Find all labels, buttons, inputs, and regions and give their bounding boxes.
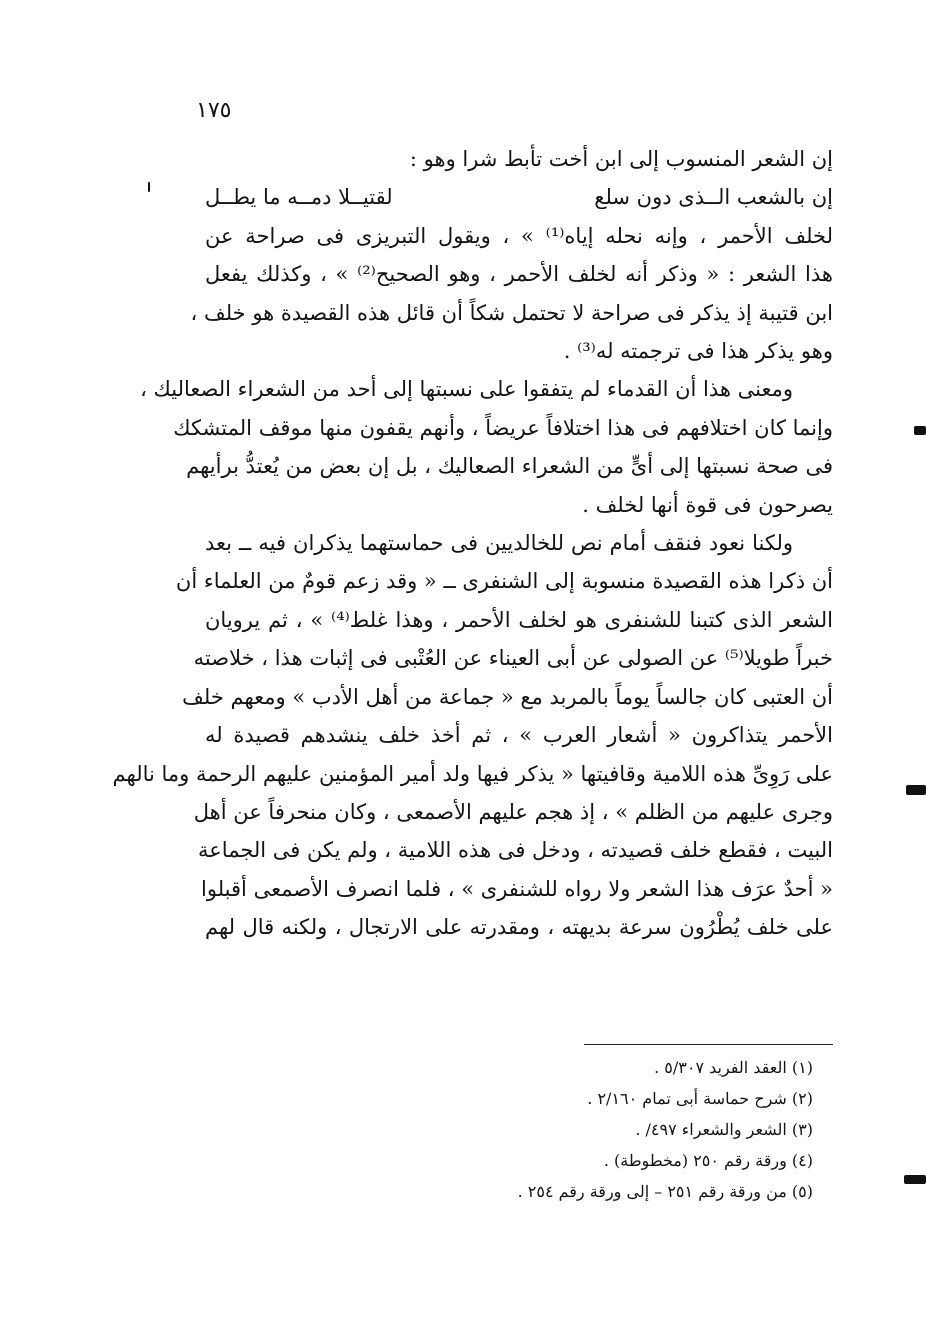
- text-line: أن العتبى كان جالساً يوماً بالمربد مع « جماعة من أهل الأدب » ومعهم خلف: [182, 684, 833, 709]
- text-line: يصرحون فى قوة أنها لخلف .: [582, 492, 833, 517]
- scan-edge-mark: [904, 1175, 926, 1184]
- text-line: على خلف يُطْرُون سرعة بديهته ، ومقدرته على الارتجال ، ولكنه قال لهم: [205, 915, 833, 940]
- footnote: (٣) الشعر والشعراء ٤٩٧/ .: [635, 1120, 813, 1139]
- text-line: ولكنا نعود فنقف أمام نص للخالديين فى حماستهما يذكران فيه ــ بعد: [205, 531, 793, 556]
- scan-edge-mark: [906, 785, 926, 795]
- text-line: الشعر الذى كتبنا للشنفرى هو لخلف الأحمر ، وهذا غلط⁽⁴⁾ » ، ثم يرويان: [205, 607, 833, 632]
- page-number: ١٧٥: [196, 98, 232, 123]
- text-line: خبراً طويلا⁽⁵⁾ عن الصولى عن أبى العيناء عن العُتْبى فى إثبات هذا ، خلاصته: [193, 646, 833, 671]
- footnote: (٥) من ورقة رقم ٢٥١ – إلى ورقة رقم ٢٥٤ .: [517, 1182, 813, 1201]
- text-line: إن الشعر المنسوب إلى ابن أخت تأبط شرا وهو :: [409, 147, 833, 171]
- text-line: ابن قتيبة إذ يذكر فى صراحة لا تحتمل شكاً أن قائل هذه القصيدة هو خلف ،: [190, 300, 833, 325]
- scan-edge-mark: [914, 426, 926, 435]
- body-text: [112, 140, 834, 947]
- text-line: أن ذكرا هذه القصيدة منسوبة إلى الشنفرى ــ « وقد زعم قومٌ من العلماء أن: [175, 569, 833, 594]
- footnotes: [380, 1052, 813, 1207]
- text-line: الأحمر يتذاكرون « أشعار العرب » ، ثم أخذ خلف ينشدهم قصيدة له: [205, 723, 833, 748]
- footnote: (٤) ورقة رقم ٢٥٠ (مخطوطة) .: [603, 1151, 813, 1170]
- text-line: ومعنى هذا أن القدماء لم يتفقوا على نسبتها إلى أحد من الشعراء الصعاليك ،: [140, 377, 793, 402]
- text-line: وجرى عليهم من الظلم » ، إذ هجم عليهم الأصمعى ، وكان منحرفاً عن أهل: [193, 799, 833, 824]
- footnote-separator: [584, 1044, 833, 1045]
- verse-first-hemistich: إن بالشعب الــذى دون سلع: [594, 185, 833, 210]
- verse-second-hemistich: لقتيــلا دمــه ما يطــل: [205, 185, 393, 210]
- text-line: وإنما كان اختلافهم فى هذا اختلافاً عريضاً ، وأنهم يقفون منها موقف المتشكك: [173, 415, 833, 440]
- scan-speck-mark: [148, 182, 150, 192]
- text-line: وهو يذكر هذا فى ترجمته له⁽³⁾ .: [563, 339, 833, 364]
- text-line: على رَوِىِّ هذه اللامية وقافيتها « يذكر فيها ولد أمير المؤمنين عليهم الرحمة وما نالهم: [112, 761, 833, 786]
- text-line: فى صحة نسبتها إلى أىٍّ من الشعراء الصعاليك ، بل إن بعض من يُعتدُّ برأيهم: [186, 454, 833, 479]
- text-line: البيت ، فقطع خلف قصيدته ، ودخل فى هذه اللامية ، ولم يكن فى الجماعة: [198, 838, 833, 863]
- text-line: « أحدٌ عرَف هذا الشعر ولا رواه للشنفرى » ، فلما انصرف الأصمعى أقبلوا: [201, 876, 833, 901]
- text-line: لخلف الأحمر ، وإنه نحله إياه⁽¹⁾ » ، ويقول التبريزى فى صراحة عن: [205, 223, 834, 248]
- poem-verse: [205, 178, 833, 216]
- text-line: هذا الشعر : « وذكر أنه لخلف الأحمر ، وهو الصحيح⁽²⁾ » ، وكذلك يفعل: [205, 262, 833, 287]
- footnote: (٢) شرح حماسة أبى تمام ٢/١٦٠ .: [587, 1089, 813, 1108]
- footnote: (١) العقد الفريد ٥/٣٠٧ .: [654, 1058, 813, 1077]
